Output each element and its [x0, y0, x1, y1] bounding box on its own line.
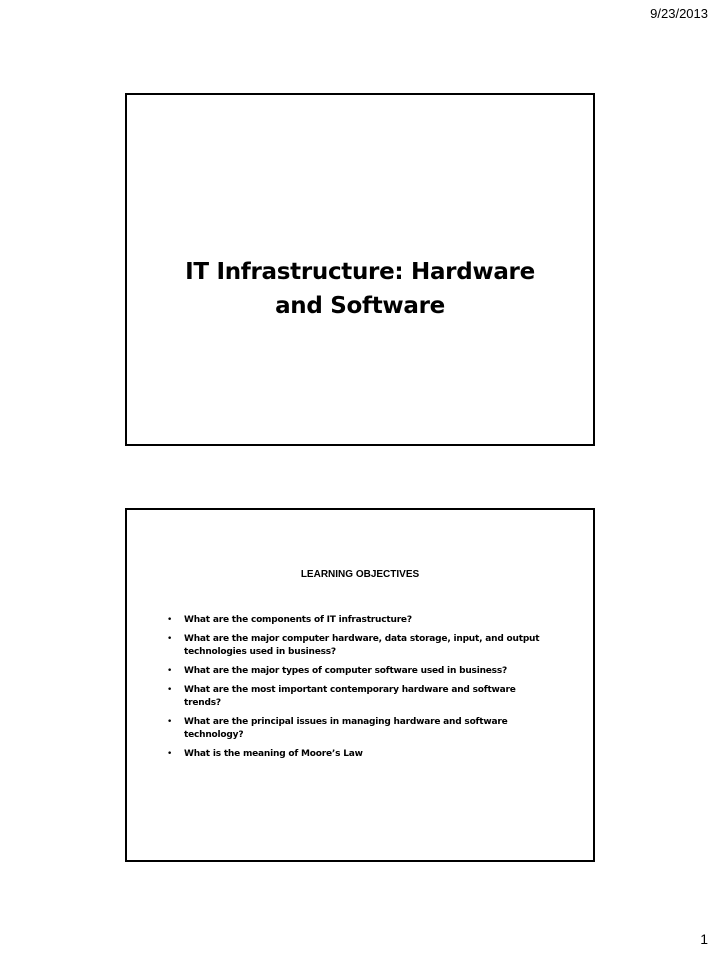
objective-item [167, 633, 553, 659]
slide-1-frame [125, 93, 595, 446]
bullet-icon: • [167, 634, 173, 644]
bullet-icon: • [167, 749, 173, 759]
page-number: 1 [700, 931, 708, 947]
objective-text: What are the principal issues in managing hardware and software technology? [184, 717, 508, 740]
objective-text: What are the components of IT infrastructure? [184, 615, 412, 625]
handout-date: 9/23/2013 [650, 6, 708, 21]
slide-title-line-1: IT Infrastructure: Hardware [185, 259, 535, 285]
objectives-heading: LEARNING OBJECTIVES [300, 569, 420, 580]
slide-title-line-2: and Software [275, 293, 445, 319]
bullet-icon: • [167, 685, 173, 695]
objectives-list [167, 614, 553, 767]
objective-text: What are the major types of computer software used in business? [184, 666, 508, 676]
objective-item [167, 665, 553, 678]
objective-text: What are the most important contemporary hardware and software trends? [184, 685, 516, 708]
bullet-icon: • [167, 666, 173, 676]
objective-item [167, 614, 553, 627]
objective-item [167, 748, 553, 761]
bullet-icon: • [167, 717, 173, 727]
slide-2-frame [125, 508, 595, 862]
bullet-icon: • [167, 615, 173, 625]
objective-text: What is the meaning of Moore’s Law [184, 749, 363, 759]
objective-text: What are the major computer hardware, data storage, input, and output technologies used in business? [184, 634, 540, 657]
objective-item [167, 684, 553, 710]
objective-item [167, 716, 553, 742]
slide-title [127, 255, 593, 323]
